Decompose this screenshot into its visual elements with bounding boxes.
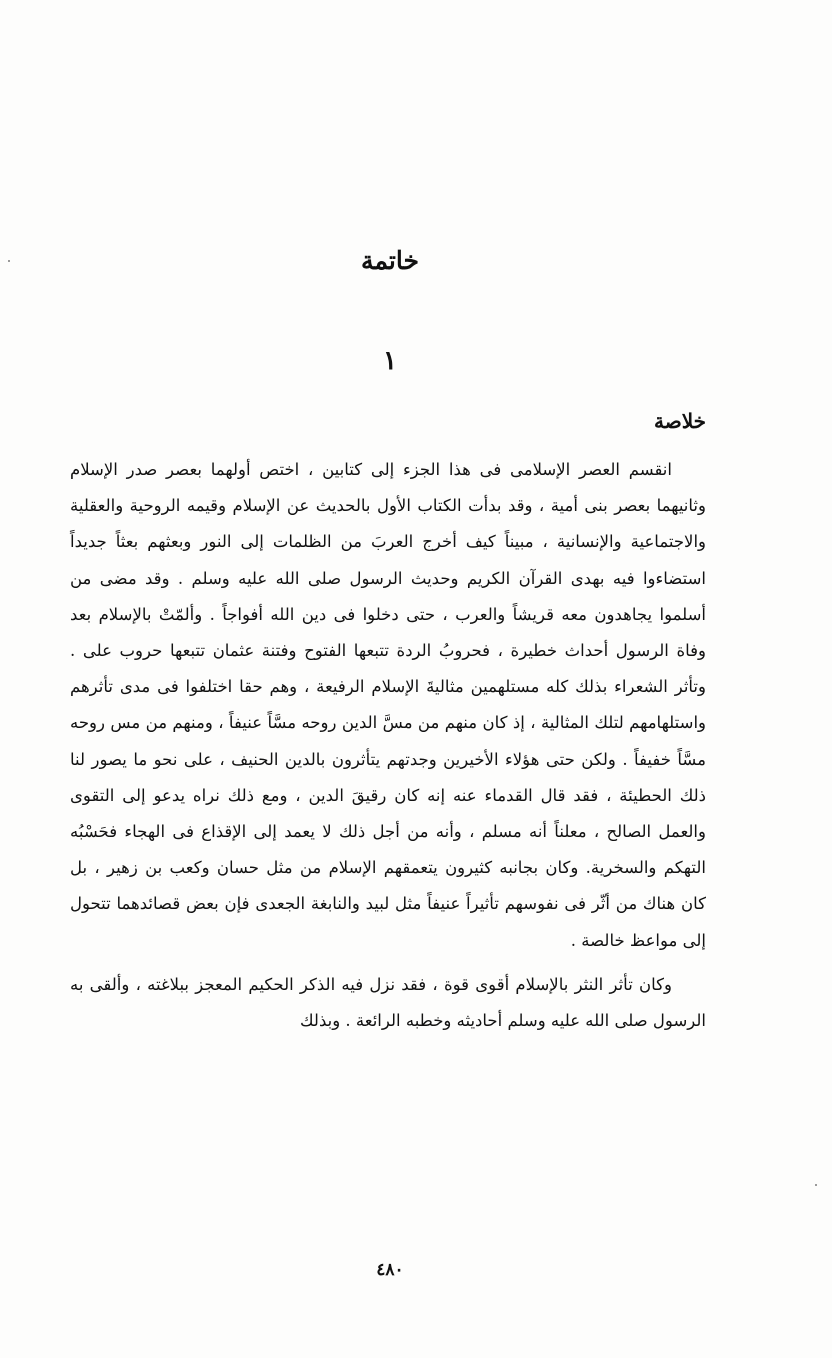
scan-speck — [8, 260, 10, 262]
body-text — [70, 452, 706, 1039]
paragraph-summary: انقسم العصر الإسلامى فى هذا الجزء إلى كتابين ، اختص أولهما بعصر صدر الإسلام وثانيهما بعصر بنى أمية ، وقد بدأت الكتاب الأول بالحديث عن الإسلام وقيمه الروحية والعقلية والاجتماعية والإنسانية ، مبيناً كيف أخرج العربَ من الظلمات إلى النور وبعثهم بعثاً جديداً استضاءوا فيه بهدى القرآن الكريم وحديث الرسول صلى الله عليه وسلم . وقد مضى من أسلموا يجاهدون معه قريشاً والعرب ، حتى دخلوا فى دين الله أفواجاً . وألمّتْ بالإسلام بعد وفاة الرسول أحداث خطيرة ، فحروبُ الردة تتبعها الفتوح وفتنة عثمان تتبعها حروب على . وتأثر الشعراء بذلك كله مستلهمين مثاليةَ الإسلام الرفيعة ، وهم حقا اختلفوا فى مدى تأثرهم واستلهامهم لتلك المثالية ، إذ كان منهم من مسَّ الدين روحه مسَّاً عنيفاً ، ومنهم من مس روحه مسَّاً خفيفاً . ولكن حتى هؤلاء الأخيرين وجدتهم يتأثرون بالدين الحنيف ، على نحو ما يصور لنا ذلك الحطيئة ، فقد قال القدماء عنه إنه كان رقيقَ الدين ، ومع ذلك نراه يدعو إلى التقوى والعمل الصالح ، معلناً أنه مسلم ، وأنه من أجل ذلك لا يعمد إلى الإقذاع فى الهجاء فحَسْبُه التهكم والسخرية. وكان بجانبه كثيرون يتعمقهم الإسلام من مثل حسان وكعب بن زهير ، بل كان هناك من أثّر فى نفوسهم تأثيراً عنيفاً مثل لبيد والنابغة الجعدى فإن بعض قصائدهما تتحول إلى مواعظ خالصة . — [70, 460, 706, 950]
section-heading: خلاصة — [653, 409, 706, 433]
chapter-title: خاتمة — [361, 246, 419, 275]
paragraph-prose: وكان تأثر النثر بالإسلام أقوى قوة ، فقد نزل فيه الذكر الحكيم المعجز ببلاغته ، وألقى به الرسول صلى الله عليه وسلم أحاديثه وخطبه الرائعة . وبذلك — [70, 974, 706, 1031]
page-number: ٤٨٠ — [376, 1260, 404, 1280]
section-number: ١ — [383, 346, 397, 376]
scan-speck — [815, 1184, 817, 1186]
